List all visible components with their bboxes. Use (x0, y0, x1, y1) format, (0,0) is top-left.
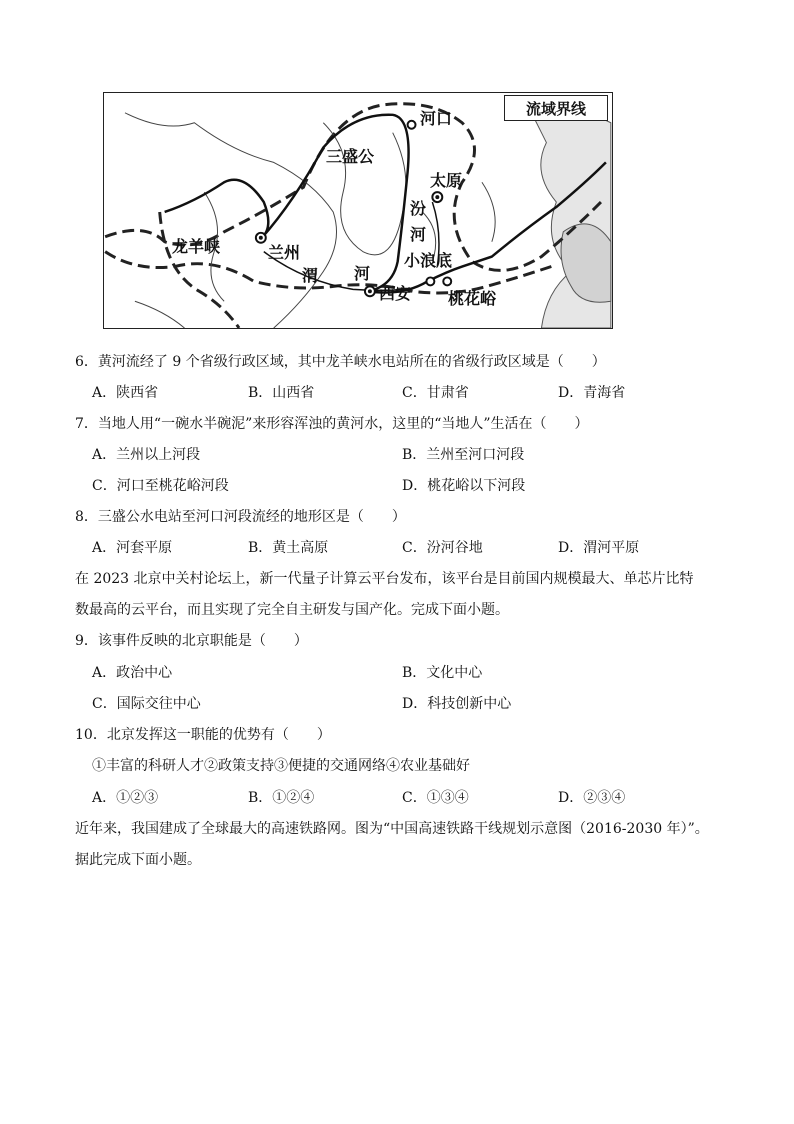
question-8-option-b[interactable]: B．黄土高原 (248, 540, 329, 556)
lanzhou-marker-dot (259, 236, 263, 240)
map-legend: 流域界线 (504, 95, 608, 121)
passage-2-line-2: 据此完成下面小题。 (75, 852, 201, 868)
question-10-option-c[interactable]: C．①③④ (402, 790, 469, 806)
label-fen-he: 河 (410, 225, 427, 244)
label-hekou: 河口 (420, 109, 453, 128)
question-10-option-a[interactable]: A．①②③ (92, 790, 159, 806)
xian-marker-dot (368, 289, 372, 293)
question-9-option-c[interactable]: C．国际交往中心 (92, 696, 201, 712)
yellow-river-basin-map (103, 92, 613, 329)
label-xian: 西安 (379, 284, 412, 303)
question-7-stem: 7．当地人用“一碗水半碗泥”来形容浑浊的黄河水，这里的“当地人”生活在（ ） (75, 416, 589, 432)
question-10-option-d[interactable]: D．②③④ (558, 790, 626, 806)
question-6-option-a[interactable]: A．陕西省 (92, 385, 159, 401)
question-8-option-c[interactable]: C．汾河谷地 (402, 540, 483, 556)
question-10-option-b[interactable]: B．①②④ (248, 790, 315, 806)
question-9-option-d[interactable]: D．科技创新中心 (402, 696, 512, 712)
question-7-option-b[interactable]: B．兰州至河口河段 (402, 447, 525, 463)
question-10-statements: ①丰富的科研人才②政策支持③便捷的交通网络④农业基础好 (92, 758, 470, 774)
label-taohuayu: 桃花峪 (448, 289, 497, 308)
province-border (135, 192, 224, 328)
question-6-stem: 6．黄河流经了 9 个省级行政区域，其中龙羊峡水电站所在的省级行政区域是（ ） (75, 354, 606, 370)
label-lanzhou: 兰州 (268, 243, 301, 262)
province-border (125, 113, 337, 328)
label-fen: 汾 (410, 199, 427, 218)
question-6-option-d[interactable]: D．青海省 (558, 385, 626, 401)
question-8-option-d[interactable]: D．渭河平原 (558, 540, 640, 556)
question-9-option-a[interactable]: A．政治中心 (92, 665, 173, 681)
question-10-stem: 10．北京发挥这一职能的优势有（ ） (75, 727, 331, 743)
xiaolangdi-marker (426, 277, 434, 285)
label-taiyuan: 太原 (430, 171, 463, 190)
hekou-marker (408, 121, 416, 129)
question-7-option-c[interactable]: C．河口至桃花峪河段 (92, 478, 229, 494)
label-xiaolangdi: 小浪底 (404, 251, 453, 270)
question-7-option-a[interactable]: A．兰州以上河段 (92, 447, 201, 463)
question-8-stem: 8．三盛公水电站至河口河段流经的地形区是（ ） (75, 509, 406, 525)
province-border (323, 123, 406, 255)
map-drawing (104, 93, 612, 328)
passage-2-line-1: 近年来，我国建成了全球最大的高速铁路网。图为“中国高速铁路干线规划示意图（2016-2030 年）”。 (75, 821, 709, 837)
label-wei-he: 河 (354, 264, 371, 283)
label-sanshenggong: 三盛公 (326, 147, 375, 166)
question-7-option-d[interactable]: D．桃花峪以下河段 (402, 478, 526, 494)
passage-1-line-2: 数最高的云平台，而且实现了完全自主研发与国产化。完成下面小题。 (75, 602, 509, 618)
question-6-option-c[interactable]: C．甘肃省 (402, 385, 469, 401)
taiyuan-marker-dot (435, 195, 439, 199)
label-wei: 渭 (302, 266, 319, 285)
passage-1-line-1: 在 2023 北京中关村论坛上，新一代量子计算云平台发布，该平台是目前国内规模最大、单芯片比特 (75, 571, 694, 587)
taohuayu-marker (443, 277, 451, 285)
question-8-option-a[interactable]: A．河套平原 (92, 540, 173, 556)
question-6-option-b[interactable]: B．山西省 (248, 385, 315, 401)
label-longyangxia: 龙羊峡 (172, 237, 221, 256)
question-9-option-b[interactable]: B．文化中心 (402, 665, 483, 681)
question-9-stem: 9．该事件反映的北京职能是（ ） (75, 633, 308, 649)
yellow-river (165, 115, 606, 293)
